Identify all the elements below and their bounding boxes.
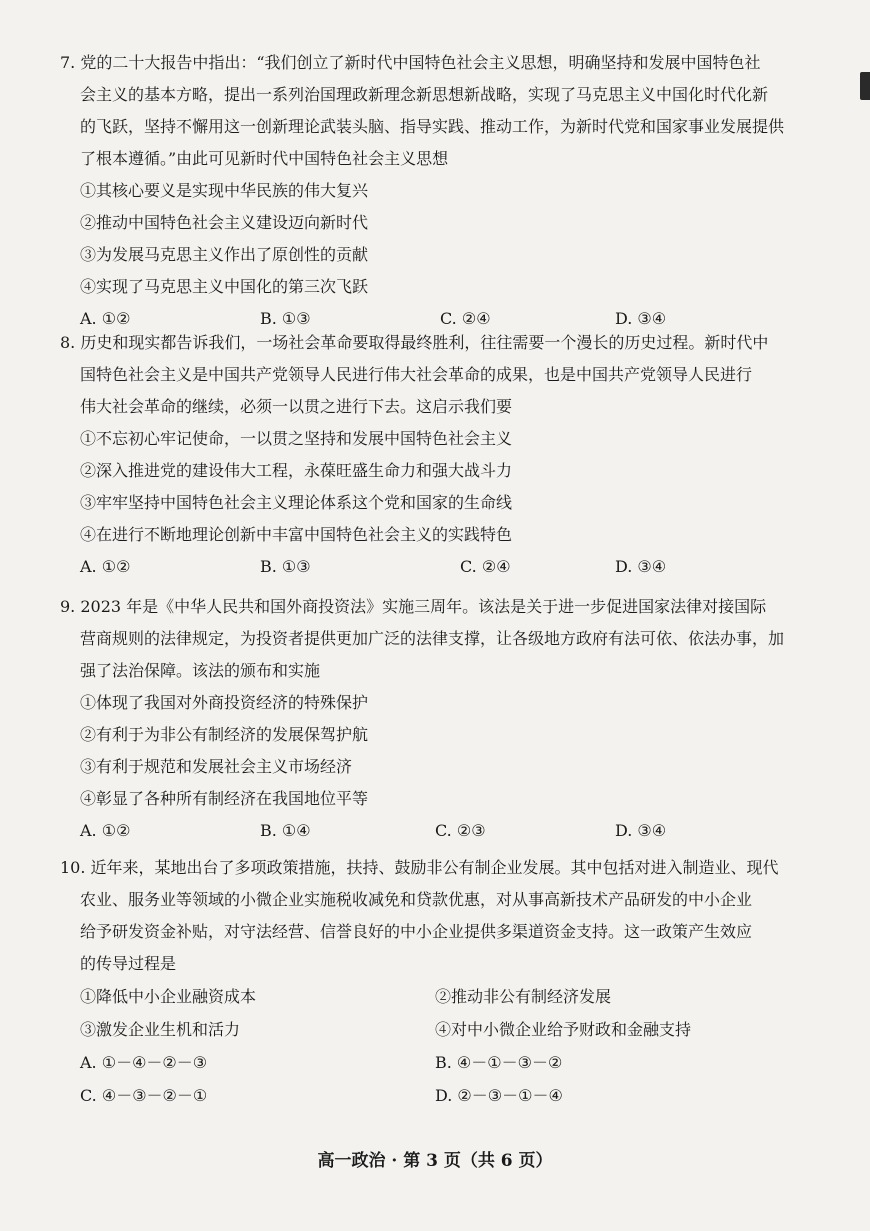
choice-a[interactable]: A. ①② [80,557,131,576]
answer-choices [60,1046,820,1079]
question-stem-line: 10. 近年来，某地出台了多项政策措施，扶持、鼓励非公有制企业发展。其中包括对进入制造业、现代 [60,858,779,877]
question-stem-line: 了根本遵循。”由此可见新时代中国特色社会主义思想 [80,149,449,168]
statement-item: ④在进行不断地理论创新中丰富中国特色社会主义的实践特色 [80,525,513,544]
question-stem-line: 的飞跃，坚持不懈用这一创新理论武装头脑、指导实践、推动工作，为新时代党和国家事业发展提供 [80,117,785,136]
question-stem-line: 7. 党的二十大报告中指出：“我们创立了新时代中国特色社会主义思想，明确坚持和发展中国特色社 [60,53,761,72]
question-stem-line: 会主义的基本方略，提出一系列治国理政新理念新思想新战略，实现了马克思主义中国化时代化新 [80,85,769,104]
question-stem-line: 农业、服务业等领域的小微企业实施税收减免和贷款优惠，对从事高新技术产品研发的中小企业 [80,890,753,909]
answer-choices [60,1079,820,1112]
choice-a[interactable]: A. ①－④－②－③ [80,1053,208,1072]
statement-item: ②深入推进党的建设伟大工程，永葆旺盛生命力和强大战斗力 [80,461,513,480]
statement-item: ②推动非公有制经济发展 [435,987,612,1006]
question-10 [60,852,820,1112]
answer-choices [60,551,820,583]
question-stem-line: 国特色社会主义是中国共产党领导人民进行伟大社会革命的成果，也是中国共产党领导人民进行 [80,365,753,384]
question-stem-line: 8. 历史和现实都告诉我们，一场社会革命要取得最终胜利，往往需要一个漫长的历史过程。新时代中 [60,333,769,352]
question-stem-line: 伟大社会革命的继续，必须一以贯之进行下去。这启示我们要 [80,397,513,416]
question-stem-line: 9. 2023 年是《中华人民共和国外商投资法》实施三周年。该法是关于进一步促进国家法律对接国际 [60,597,767,616]
statement-item: ①其核心要义是实现中华民族的伟大复兴 [80,181,369,200]
question-stem-line: 的传导过程是 [80,954,177,973]
question-stem-line: 强了法治保障。该法的颁布和实施 [80,661,321,680]
question-9 [60,591,820,847]
choice-c[interactable]: C. ②③ [435,821,486,840]
statement-item: ③激发企业生机和活力 [80,1020,241,1039]
statement-row [60,1013,820,1046]
page-footer: 高一政治 · 第 3 页（共 6 页） [317,1151,553,1171]
statement-item: ②推动中国特色社会主义建设迈向新时代 [80,213,369,232]
statement-item: ③有利于规范和发展社会主义市场经济 [80,757,353,776]
choice-c[interactable]: C. ②④ [460,557,511,576]
statement-item: ①不忘初心牢记使命，一以贯之坚持和发展中国特色社会主义 [80,429,513,448]
question-stem-line: 营商规则的法律规定，为投资者提供更加广泛的法律支撑，让各级地方政府有法可依、依法办事，加 [80,629,785,648]
statement-item: ④对中小微企业给予财政和金融支持 [435,1020,692,1039]
question-8 [60,327,820,583]
choice-c[interactable]: C. ②④ [440,309,491,328]
statement-item: ②有利于为非公有制经济的发展保驾护航 [80,725,369,744]
choice-d[interactable]: D. ③④ [615,309,667,328]
choice-d[interactable]: D. ②－③－①－④ [435,1086,563,1105]
binding-edge-mark [860,72,870,100]
question-stem-line: 给予研发资金补贴，对守法经营、信誉良好的中小企业提供多渠道资金支持。这一政策产生效应 [80,922,753,941]
choice-d[interactable]: D. ③④ [615,821,667,840]
answer-choices [60,815,820,847]
choice-d[interactable]: D. ③④ [615,557,667,576]
choice-c[interactable]: C. ④－③－②－① [80,1086,208,1105]
statement-item: ①体现了我国对外商投资经济的特殊保护 [80,693,369,712]
statement-item: ①降低中小企业融资成本 [80,987,257,1006]
choice-b[interactable]: B. ④－①－③－② [435,1053,563,1072]
choice-b[interactable]: B. ①③ [260,309,311,328]
choice-a[interactable]: A. ①② [80,309,131,328]
choice-a[interactable]: A. ①② [80,821,131,840]
question-7 [60,47,820,335]
statement-item: ④彰显了各种所有制经济在我国地位平等 [80,789,369,808]
statement-item: ③为发展马克思主义作出了原创性的贡献 [80,245,369,264]
statement-item: ③牢牢坚持中国特色社会主义理论体系这个党和国家的生命线 [80,493,513,512]
statement-item: ④实现了马克思主义中国化的第三次飞跃 [80,277,369,296]
choice-b[interactable]: B. ①③ [260,557,311,576]
choice-b[interactable]: B. ①④ [260,821,311,840]
statement-row [60,980,820,1013]
